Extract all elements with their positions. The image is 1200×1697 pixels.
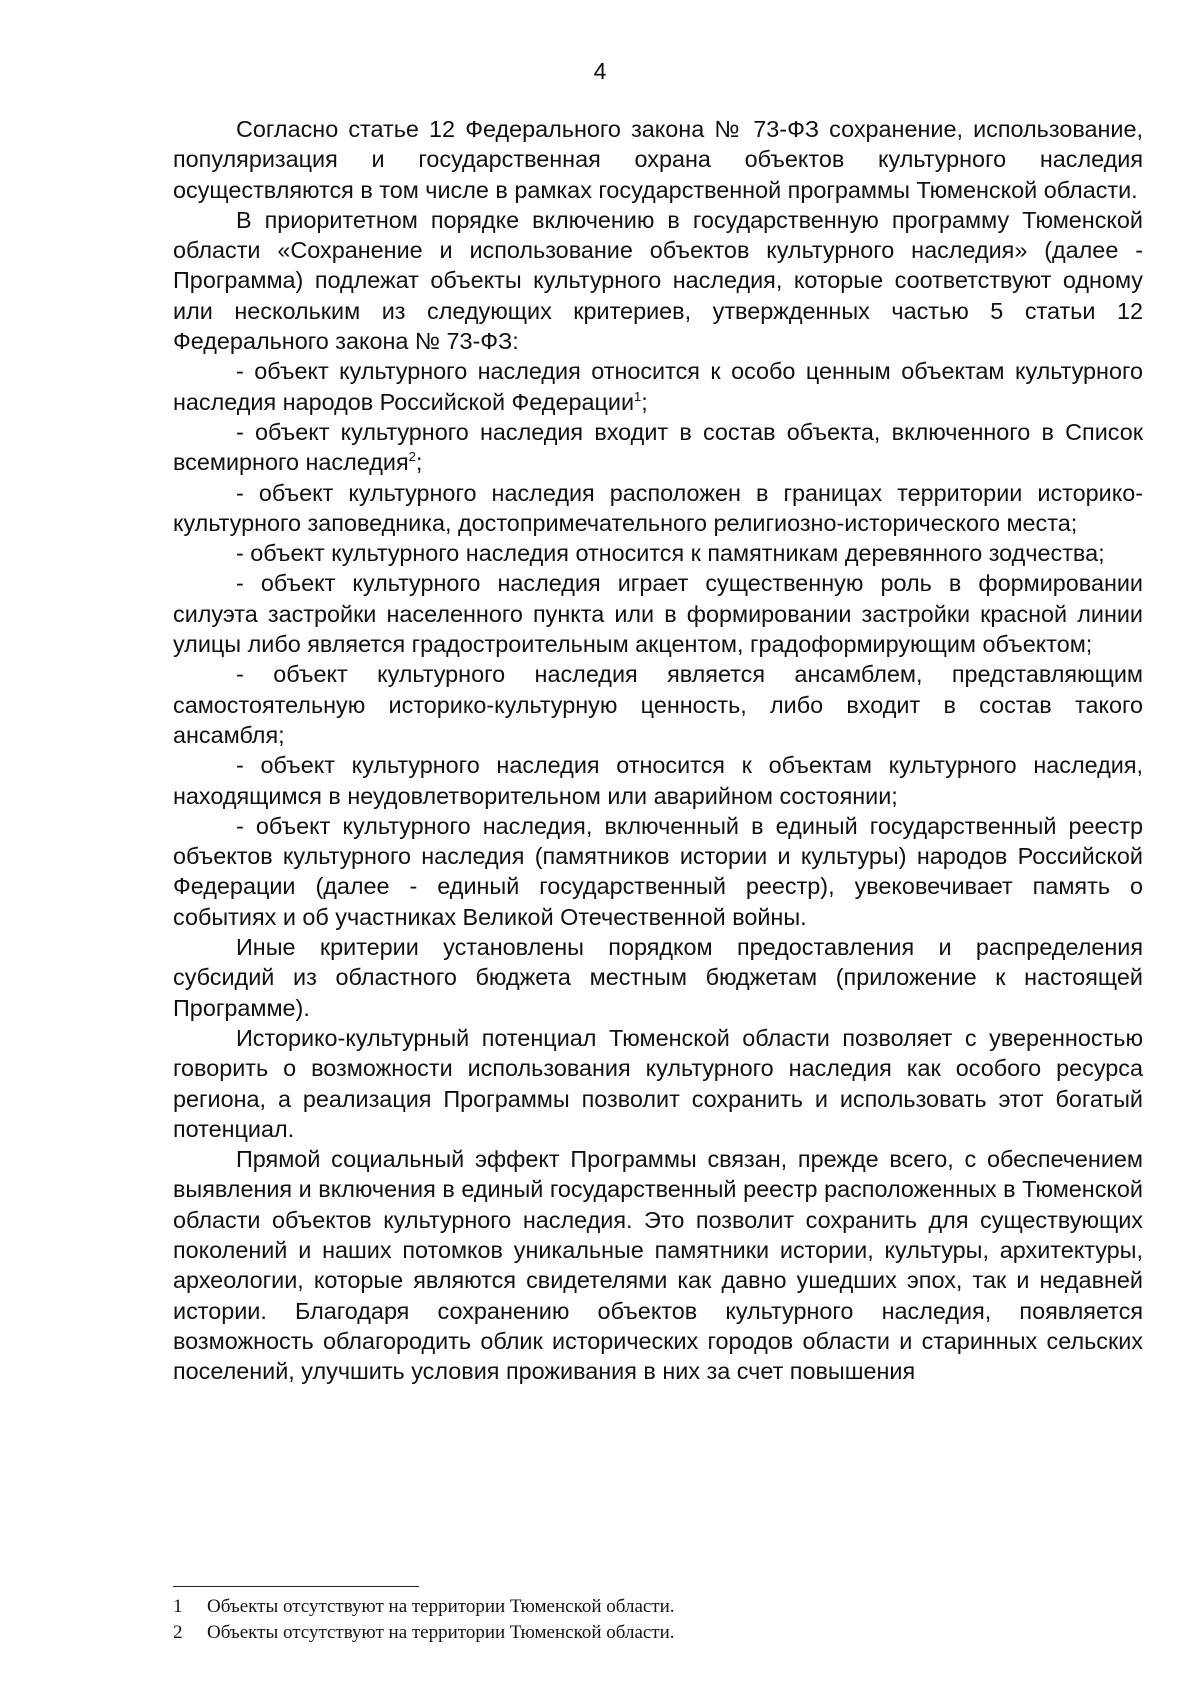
- criterion-item: - объект культурного наследия расположен в границах территории историко-культурного заповедника, достопримечательного религиозно-исторического места;: [173, 479, 1143, 536]
- footnote: [173, 1594, 1133, 1620]
- footnote-text: Объекты отсутствуют на территории Тюменской области.: [207, 1596, 675, 1617]
- page-number: 4: [593, 58, 607, 84]
- paragraph: Согласно статье 12 Федерального закона № 73-ФЗ сохранение, использование, популяризация и государственная охрана объектов культурного наследия осуществляются в том числе в рамках государственной программы Тюменской области.: [173, 116, 1143, 203]
- footnote-reference: 1: [634, 388, 642, 404]
- footnote-number: 1: [173, 1596, 183, 1617]
- criterion-item: - объект культурного наследия относится к особо ценным объектам культурного наследия народов Российской Федерации$^1$;: [173, 358, 1143, 415]
- paragraph: Иные критерии установлены порядком предоставления и распределения субсидий из областного бюджета местным бюджетам (приложение к настоящей Программе).: [173, 934, 1143, 1021]
- criterion-item: - объект культурного наследия является ансамблем, представляющим самостоятельную историко-культурную ценность, либо входит в состав такого ансамбля;: [173, 661, 1143, 748]
- footnote: [173, 1620, 1133, 1646]
- criterion-item: - объект культурного наследия, включенный в единый государственный реестр объектов культурного наследия (памятников истории и культуры) народов Российской Федерации (далее - единый государственный реестр), увековечивает память о событиях и об участниках Великой Отечественной войны.: [173, 812, 1143, 930]
- footnote-separator: [173, 1586, 419, 1587]
- paragraph: В приоритетном порядке включению в государственную программу Тюменской области «Сохранение и использование объектов культурного наследия» (далее - Программа) подлежат объекты культурного наследия, которые соответствуют одному или нескольким из следующих критериев, утвержденных частью 5 статьи 12 Федерального закона № 73-ФЗ:: [173, 206, 1143, 355]
- footnotes: [173, 1594, 1133, 1646]
- footnote-number: 2: [173, 1622, 183, 1643]
- paragraph: Прямой социальный эффект Программы связан, прежде всего, с обеспечением выявления и включения в единый государственный реестр расположенных в Тюменской области объектов культурного наследия. Это позволит сохранить для существующих поколений и наших потомков уникальные памятники истории, культуры, архитектуры, археологии, которые являются свидетелями как давно ушедших эпох, так и недавней истории. Благодаря сохранению объектов культурного наследия, появляется возможность облагородить облик исторических городов области и старинных сельских поселений, улучшить условия проживания в них за счет повышения: [173, 1146, 1143, 1385]
- footnote-text: Объекты отсутствуют на территории Тюменской области.: [207, 1622, 675, 1643]
- criterion-item: - объект культурного наследия входит в состав объекта, включенного в Список всемирного наследия$^2$;: [173, 418, 1143, 476]
- criterion-item: - объект культурного наследия играет существенную роль в формировании силуэта застройки населенного пункта или в формировании застройки красной линии улицы либо является градостроительным акцентом, градоформирующим объектом;: [173, 570, 1143, 658]
- paragraph: Историко-культурный потенциал Тюменской области позволяет с уверенностью говорить о возможности использования культурного наследия как особого ресурса региона, а реализация Программы позволит сохранить и использовать этот богатый потенциал.: [173, 1024, 1143, 1142]
- criterion-item: - объект культурного наследия относится к объектам культурного наследия, находящимся в неудовлетворительном или аварийном состоянии;: [173, 752, 1143, 809]
- body-text: [173, 114, 1143, 1386]
- criterion-item: - объект культурного наследия относится к памятникам деревянного зодчества;: [236, 540, 1105, 567]
- footnote-reference: 2: [408, 449, 416, 465]
